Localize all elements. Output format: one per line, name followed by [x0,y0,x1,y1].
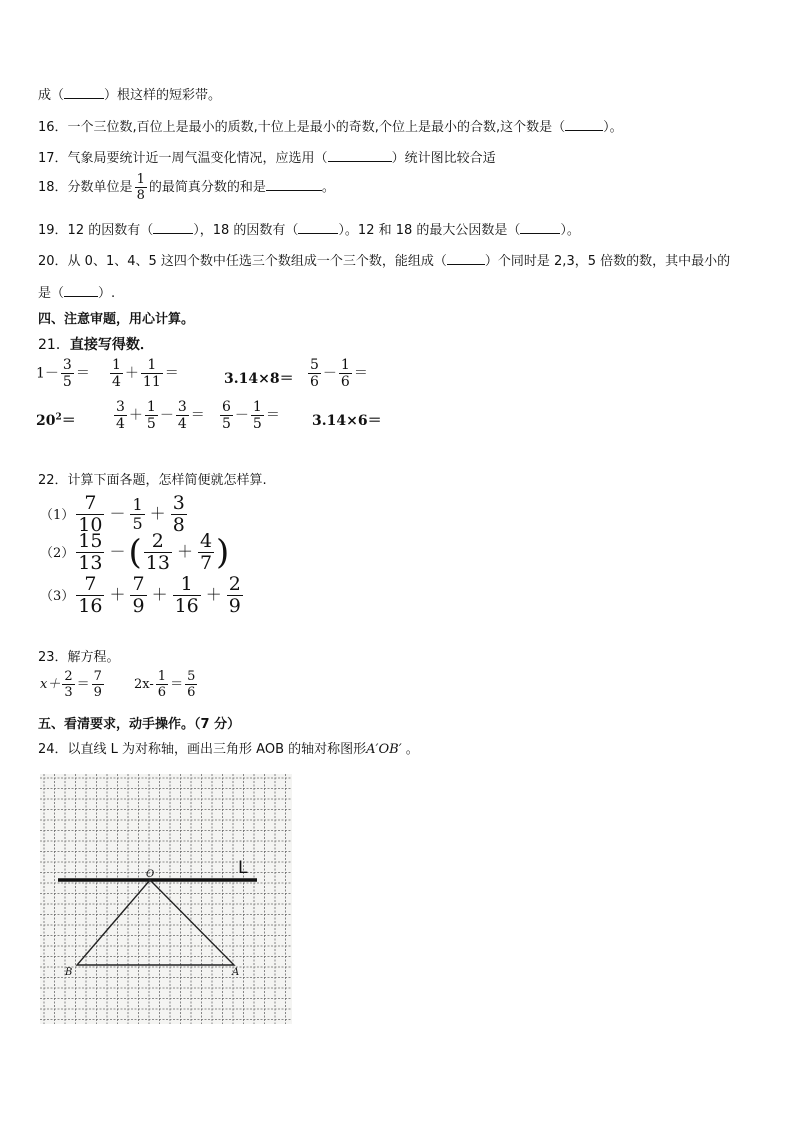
mental-calc-5: $20^2=$ [36,412,76,429]
answer-blank[interactable] [64,86,104,99]
answer-blank[interactable] [328,149,392,162]
answer-blank[interactable] [153,221,193,234]
mental-calc-1: 1－ $\frac{3}{5}$ ＝ [36,357,90,390]
answer-blank[interactable] [447,252,485,265]
question-15-tail: 成（ ）根这样的短彩带。 [38,88,222,103]
symmetry-grid-figure[interactable] [40,774,292,1024]
question-20-line1: 20．从 0、1、4、5 这四个数中任选三个数组成一个三个数，能组成（ ）个同时是 2,3，5 倍数的数，其中最小的 [38,254,731,269]
mental-calc-6: $\frac{3}{4}$ ＋ $\frac{1}{5}$ － $\frac{3}{4}$ ＝ [116,399,205,432]
mental-calc-4: $\frac{5}{6}$ － $\frac{1}{6}$ ＝ [310,357,368,390]
grid-background [40,774,292,1024]
answer-blank[interactable] [520,221,560,234]
fraction: $\frac{1}{8}$ [136,172,145,203]
section-5-heading: 五、看清要求，动手操作。（7 分） [38,717,241,732]
calc-expression-3: （3） $\frac{7}{16}$ ＋ $\frac{7}{9}$ ＋ $\frac{1}{16}$ ＋ $\frac{2}{9}$ [40,573,241,617]
equation-2: 2x- $\frac{1}{6}$ ＝ $\frac{5}{6}$ [134,669,196,700]
answer-blank[interactable] [266,178,322,191]
question-20-line2: 是（ ）. [38,286,116,301]
mental-calc-8: 3.14×6＝ [312,413,382,429]
point-label-B: B [65,967,73,978]
question-23: 23．解方程。 [38,650,120,665]
mental-calc-7: $\frac{6}{5}$ － $\frac{1}{5}$ ＝ [222,399,280,432]
point-label-A: A [232,967,240,978]
question-19: 19．12 的因数有（ ），18 的因数有（ ）。12 和 18 的最大公因数是（ ）。 [38,223,580,238]
question-21: 21．直接写得数． [38,337,154,353]
question-24: 24．以直线 L 为对称轴，画出三角形 AOB 的轴对称图形A′OB′ 。 [38,742,419,757]
section-4-heading: 四、注意审题，用心计算。 [38,312,195,327]
question-22: 22．计算下面各题，怎样简便就怎样算. [38,473,267,488]
equation-1: x＋ $\frac{2}{3}$ ＝ $\frac{7}{9}$ [40,669,102,700]
calc-expression-2: （2） $\frac{15}{13}$ －( $\frac{2}{13}$ ＋ $\frac{4}{7}$ ) [40,530,230,574]
axis-label-L: L [238,858,248,878]
question-18: 18．分数单位是 $\frac{1}{8}$ 的最简真分数的和是 。 [38,172,335,203]
question-16: 16．一个三位数,百位上是最小的质数,十位上是最小的奇数,个位上是最小的合数,这个数是（ ）。 [38,120,623,135]
answer-blank[interactable] [298,221,338,234]
mental-calc-3: 3.14×8＝ [224,371,294,387]
question-17: 17．气象局要统计近一周气温变化情况，应选用（ ）统计图比较合适 [38,151,496,166]
point-label-O: O [146,869,155,880]
mental-calc-2: $\frac{1}{4}$ ＋ $\frac{1}{11}$ ＝ [112,357,179,390]
answer-blank[interactable] [565,118,603,131]
answer-blank[interactable] [64,284,98,297]
calc-expression-1: （1） $\frac{7}{10}$ － $\frac{1}{5}$ ＋ $\frac{3}{8}$ [40,492,185,536]
